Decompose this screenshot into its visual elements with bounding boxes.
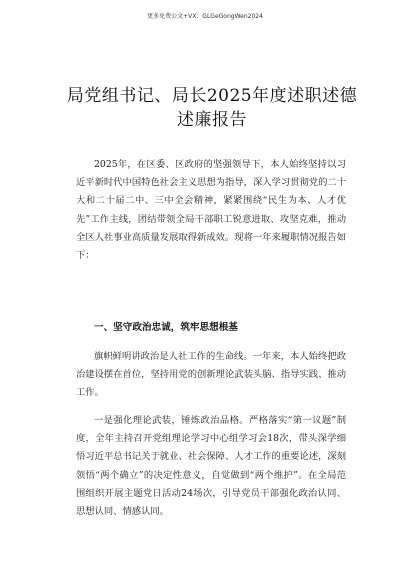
section1-paragraph-2: 一是强化理论武装，锤炼政治品格。严格落实“第一议题”制度，全年主持召开党组理论学习中心组学习会18次，带头深学细悟习近平总书记关于就业、社会保障、人才工作的重要论述，深刻领悟“两个确立”的决定性意义，自觉做到“两个维护”。在全局范围组织开展主题党日活动24场次，引导党员干部强化政治认同、思想认同、情感认同。	[76, 415, 346, 518]
document-title: 局党组书记、局长2025年度述职述德述廉报告	[66, 86, 358, 130]
section1-paragraph-1: 旗帜鲜明讲政治是人社工作的生命线。一年来，本人始终把政治建设摆在首位，坚持用党的创新理论武装头脑、指导实践、推动工作。	[76, 351, 346, 399]
section-heading-1: 一、坚守政治忠诚，筑牢思想根基	[94, 322, 238, 333]
intro-paragraph: 2025年，在区委、区政府的坚强领导下，本人始终坚持以习近平新时代中国特色社会主义思想为指导，深入学习贯彻党的二十大和二十届二中、三中全会精神，紧紧围绕“民生为本、人才优先”工作主线，团结带领全局干部职工锐意进取、攻坚克难，推动全区人社事业高质量发展取得新成效。现将一年来履职情况报告如下：	[76, 159, 346, 262]
header-note: 更多免费公文+VX：GLGeGongWen2024	[147, 13, 263, 20]
